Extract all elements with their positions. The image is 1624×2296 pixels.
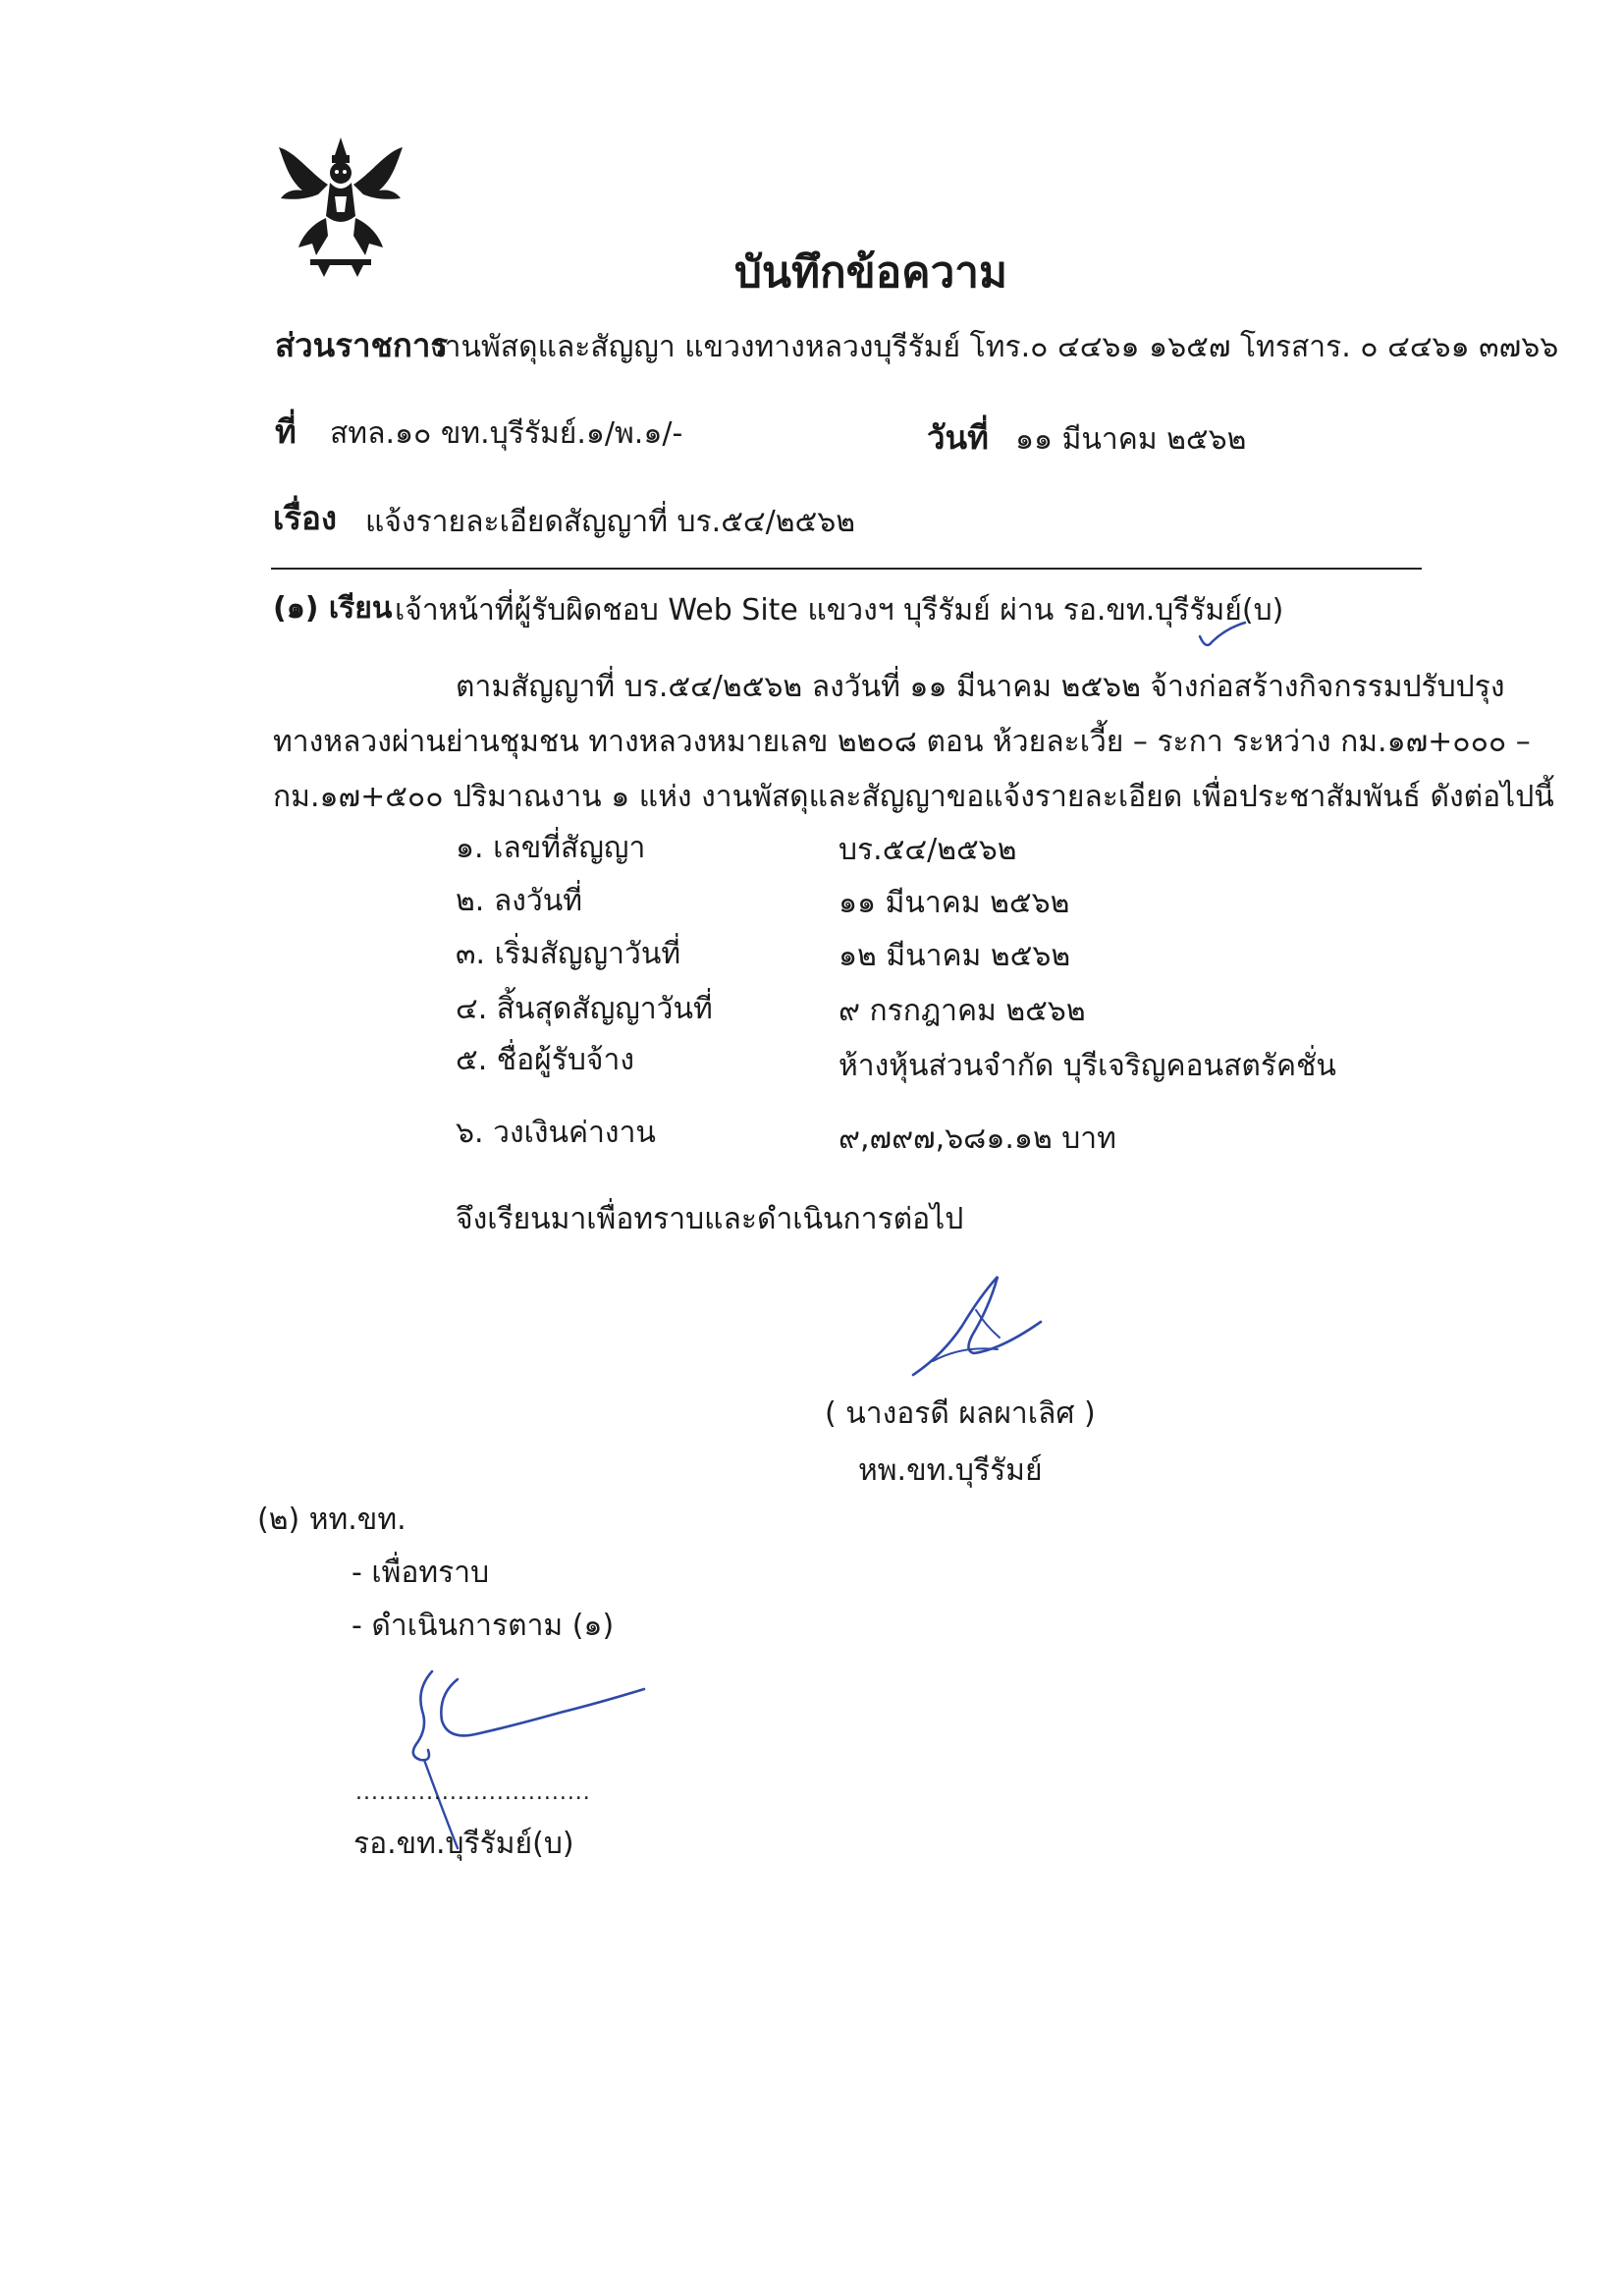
routing-item: - เพื่อทราบ: [352, 1556, 490, 1590]
to-text: เจ้าหน้าที่ผู้รับผิดชอบ Web Site แขวงฯ บุรีรัมย์ ผ่าน รอ.ขท.บุรีรัมย์(บ): [395, 593, 1284, 628]
detail-value: ๑๑ มีนาคม ๒๕๖๒: [839, 886, 1070, 920]
detail-label: ๑. เลขที่สัญญา: [456, 831, 646, 865]
routing-item: - ดำเนินการตาม (๑): [352, 1609, 615, 1643]
detail-label: ๒. ลงวันที่: [456, 884, 583, 918]
detail-value: ห้างหุ้นส่วนจำกัด บุรีเจริญคอนสตรัคชั่น: [839, 1049, 1336, 1083]
header-divider: [271, 568, 1422, 570]
detail-value: ๑๒ มีนาคม ๒๕๖๒: [839, 939, 1071, 973]
signature: [903, 1267, 1051, 1385]
paragraph-line-1: ตามสัญญาที่ บร.๕๔/๒๕๖๒ ลงวันที่ ๑๑ มีนาคม ๒๕๖๒ จ้างก่อสร้างกิจกรรมปรับปรุง: [456, 670, 1505, 704]
closing-text: จึงเรียนมาเพื่อทราบและดำเนินการต่อไป: [456, 1202, 964, 1236]
detail-label: ๔. สิ้นสุดสัญญาวันที่: [456, 992, 713, 1026]
agency-text: งานพัสดุและสัญญา แขวงทางหลวงบุรีรัมย์ โทร.๐ ๔๔๖๑ ๑๖๕๗ โทรสาร. ๐ ๔๔๖๑ ๓๗๖๖: [430, 330, 1559, 364]
signer-title: หพ.ขท.บุรีรัมย์: [858, 1453, 1043, 1488]
agency-label: ส่วนราชการ: [275, 326, 449, 364]
date-text: ๑๑ มีนาคม ๒๕๖๒: [1015, 422, 1247, 457]
detail-label: ๕. ชื่อผู้รับจ้าง: [456, 1043, 634, 1077]
date-label: วันที่: [927, 418, 989, 457]
detail-value: บร.๕๔/๒๕๖๒: [839, 833, 1017, 867]
detail-label: ๓. เริ่มสัญญาวันที่: [456, 937, 681, 971]
ref-text: สทล.๑๐ ขท.บุรีรัมย์.๑/พ.๑/-: [330, 416, 683, 451]
detail-label: ๖. วงเงินค่างาน: [456, 1116, 656, 1150]
subject-label: เรื่อง: [273, 499, 337, 537]
paragraph-line-2: ทางหลวงผ่านย่านชุมชน ทางหลวงหมายเลข ๒๒๐๘ ตอน ห้วยละเวี้ย – ระกา ระหว่าง กม.๑๗+๐๐๐ –: [273, 725, 1531, 759]
detail-value: ๙ กรกฎาคม ๒๕๖๒: [839, 994, 1086, 1028]
paragraph-line-3: กม.๑๗+๕๐๐ ปริมาณงาน ๑ แห่ง งานพัสดุและสัญญาขอแจ้งรายละเอียด เพื่อประชาสัมพันธ์ ดังต่อไปนี้: [273, 780, 1554, 814]
check-mark: [1196, 615, 1249, 654]
signer-name: ( นางอรดี ผลผาเลิศ ): [825, 1396, 1096, 1431]
subject-text: แจ้งรายละเอียดสัญญาที่ บร.๕๔/๒๕๖๒: [365, 505, 856, 539]
to-label: (๑) เรียน: [273, 591, 393, 626]
routing-label: (๒) หท.ขท.: [257, 1503, 406, 1537]
routing-title: รอ.ขท.บุรีรัมย์(บ): [353, 1827, 574, 1861]
signature-line: ..............................: [355, 1780, 591, 1805]
memo-title: บันทึกข้อความ: [733, 247, 1007, 298]
detail-value: ๙,๗๙๗,๖๘๑.๑๒ บาท: [839, 1121, 1116, 1156]
ref-label: ที่: [275, 412, 297, 451]
